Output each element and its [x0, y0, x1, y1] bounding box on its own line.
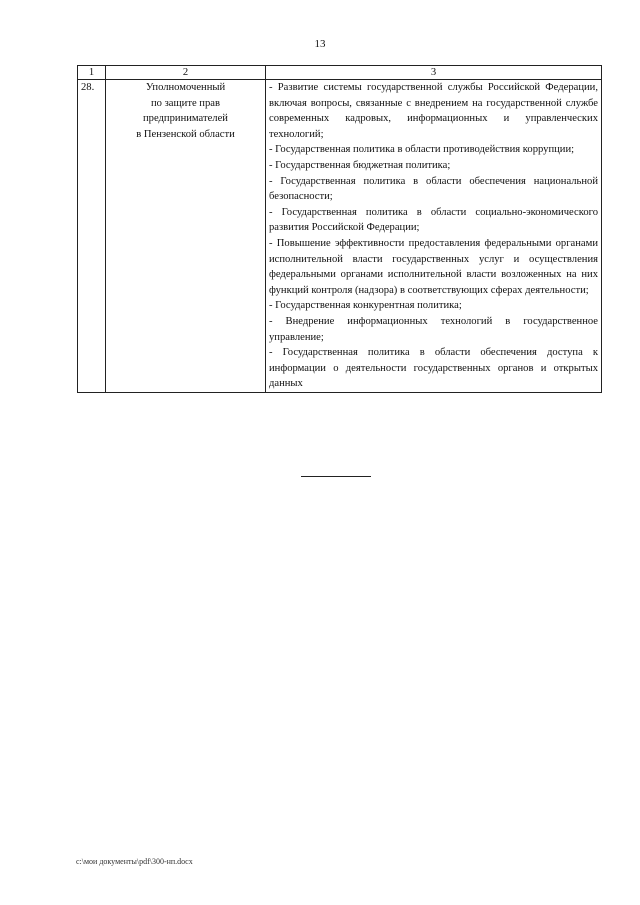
- policy-item: - Государственная политика в области обеспечения доступа к информации о деятельности государственных органов и открытых данных: [269, 347, 598, 390]
- organization-line: по защите прав: [151, 97, 220, 109]
- policy-list-cell: [266, 80, 602, 393]
- policy-item: - Повышение эффективности предоставления федеральными органами исполнительной власти государственных услуг и осуществления федеральными органами исполнительной власти возложенных на них функций контроля (надзора) в соответствующих сферах деятельности;: [269, 237, 598, 296]
- column-header-2: 2: [106, 66, 266, 80]
- row-number: 28.: [78, 80, 106, 393]
- footer-file-path: c:\мои документы\pdf\300-нп.docx: [76, 857, 193, 866]
- page-number: 13: [314, 38, 326, 50]
- policy-item: - Государственная конкурентная политика;: [269, 300, 462, 312]
- organization-line: предпринимателей: [143, 113, 228, 125]
- table-row: [78, 80, 602, 393]
- responsibility-table: [77, 65, 602, 393]
- policy-item: - Развитие системы государственной службы Российской Федерации, включая вопросы, связанные с внедрением на государственной службе современных кадровых, информационных и управленческих технологий;: [269, 82, 598, 140]
- policy-item: - Государственная политика в области противодействия коррупции;: [269, 144, 575, 156]
- policy-item: - Государственная политика в области социально-экономического развития Российской Федерации;: [269, 206, 598, 234]
- column-header-3: 3: [266, 66, 602, 80]
- policy-item: - Внедрение информационных технологий в государственное управление;: [269, 315, 598, 343]
- organization-line: в Пензенской области: [136, 128, 235, 140]
- table-header-row: [78, 66, 602, 80]
- column-header-1: 1: [78, 66, 106, 80]
- organization-cell: [106, 80, 266, 393]
- end-separator-line: [301, 476, 371, 477]
- policy-item: - Государственная бюджетная политика;: [269, 159, 451, 171]
- policy-item: - Государственная политика в области обеспечения национальной безопасности;: [269, 175, 598, 203]
- organization-line: Уполномоченный: [145, 82, 226, 93]
